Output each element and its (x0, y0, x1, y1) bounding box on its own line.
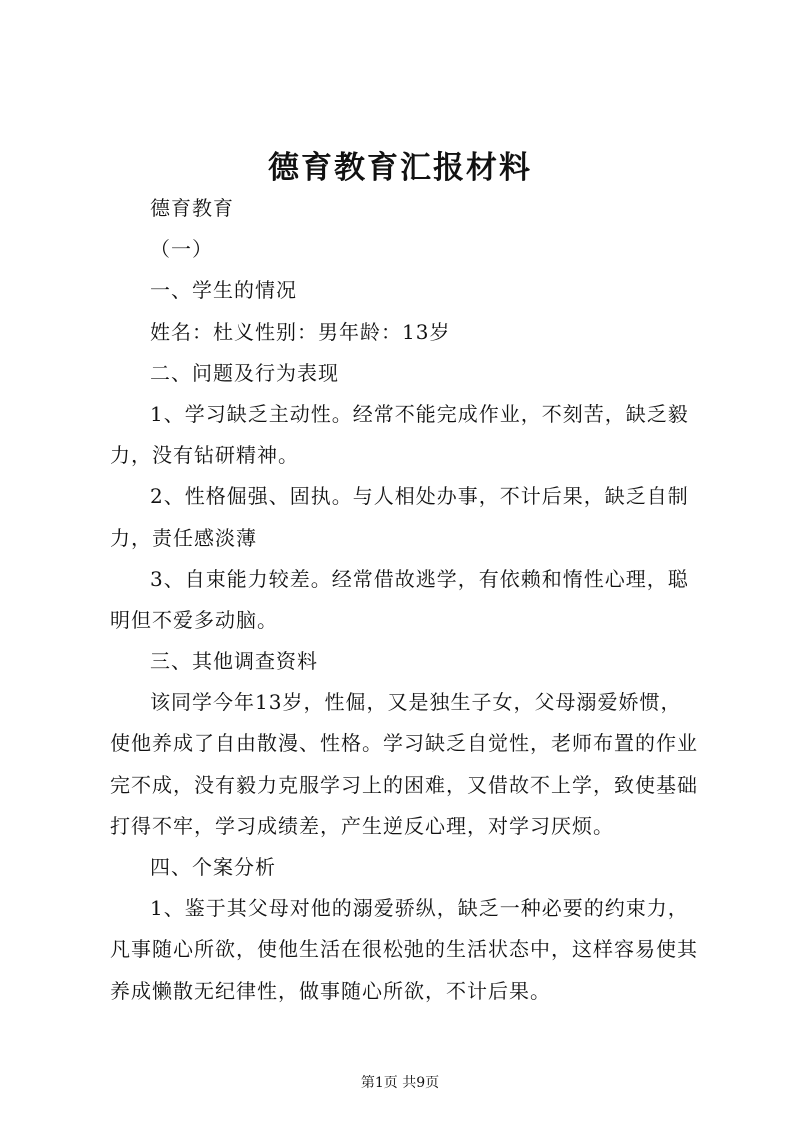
text-line: 凡事随心所欲，使他生活在很松弛的生活状态中，这样容易使其 (110, 937, 698, 962)
text-line: 1、鉴于其父母对他的溺爱骄纵，缺乏一种必要的约束力， (150, 896, 689, 921)
text-line: 二、问题及行为表现 (150, 360, 339, 385)
text-line: 力，没有钻研精神。 (110, 443, 299, 468)
document-title: 德育教育汇报材料 (268, 150, 532, 186)
document-body (110, 188, 700, 1012)
text-line: （一） (150, 237, 213, 262)
text-line: 德育教育 (150, 196, 234, 220)
text-line: 四、个案分析 (150, 855, 276, 879)
page-footer: 第1页 共9页 (360, 1075, 440, 1091)
text-line: 姓名：杜义性别：男年龄：13岁 (150, 319, 451, 344)
text-line: 打得不牢，学习成绩差，产生逆反心理，对学习厌烦。 (110, 813, 614, 838)
text-line: 养成懒散无纪律性，做事随心所欲，不计后果。 (110, 978, 551, 1003)
text-line: 3、自束能力较差。经常借故逃学，有依赖和惰性心理，聪 (150, 566, 689, 591)
text-line: 2、性格倔强、固执。与人相处办事，不计后果，缺乏自制 (150, 484, 689, 509)
text-line: 力，责任感淡薄 (110, 525, 257, 550)
text-line: 该同学今年13岁，性倔，又是独生子女，父母溺爱娇惯， (150, 690, 682, 715)
text-line: 三、其他调查资料 (150, 649, 318, 674)
text-line: 完不成，没有毅力克服学习上的困难，又借故不上学，致使基础 (110, 772, 698, 797)
text-line: 明但不爱多动脑。 (110, 607, 278, 632)
text-line: 1、学习缺乏主动性。经常不能完成作业，不刻苦，缺乏毅 (150, 401, 689, 426)
text-line: 使他养成了自由散漫、性格。学习缺乏自觉性，老师布置的作业 (110, 731, 698, 756)
text-line: 一、学生的情况 (150, 278, 297, 303)
